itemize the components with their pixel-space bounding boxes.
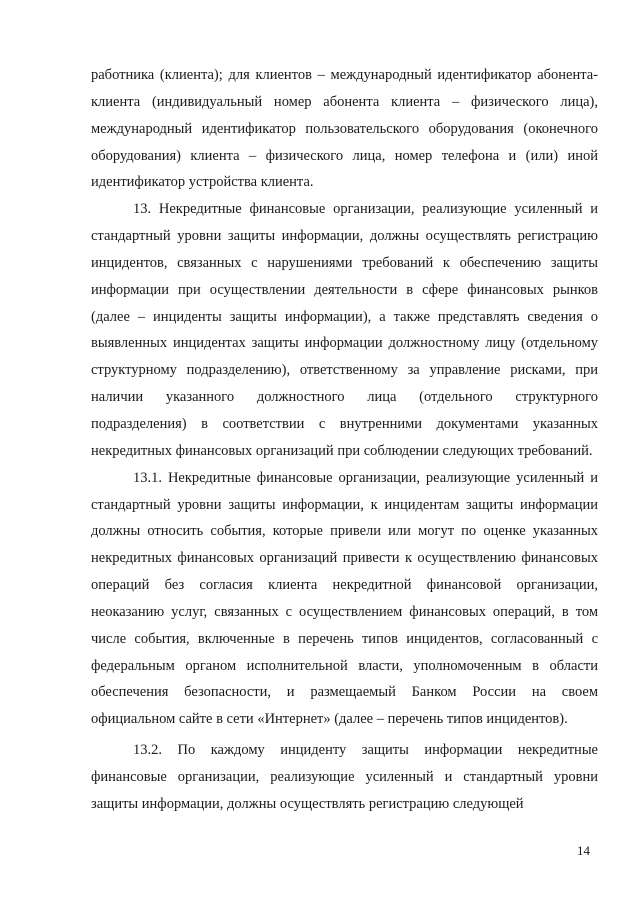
paragraph-continuation: работника (клиента); для клиентов – международный идентификатор абонента-клиента (индивидуальный номер абонента клиента – физического лица), международный идентификатор пользовательского оборудования (оконечного оборудования) клиента – физического лица, номер телефона и (или) иной идентификатор устройства клиента. — [91, 67, 598, 191]
paragraph-13: 13. Некредитные финансовые организации, реализующие усиленный и стандартный уровни защиты информации, должны осуществлять регистрацию инцидентов, связанных с нарушениями требований к обеспечению защиты информации при осуществлении деятельности в сфере финансовых рынков (далее – инциденты защиты информации), а также представлять сведения о выявленных инцидентах защиты информации должностному лицу (отдельному структурному подразделению), ответственному за управление рисками, при наличии указанного должностного лица (отдельного структурного подразделения) в соответствии с внутренними документами указанных некредитных финансовых организаций при соблюдении следующих требований. — [91, 201, 598, 459]
document-body — [91, 62, 598, 818]
page-number: 14 — [577, 843, 590, 858]
paragraph-13-2: 13.2. По каждому инциденту защиты информации некредитные финансовые организации, реализующие усиленный и стандартный уровни защиты информации, должны осуществлять регистрацию следующей — [91, 742, 598, 812]
paragraph-13-1: 13.1. Некредитные финансовые организации, реализующие усиленный и стандартный уровни защиты информации, к инцидентам защиты информации должны относить события, которые привели или могут по оценке указанных некредитных финансовых организаций привести к осуществлению финансовых операций без согласия клиента некредитной финансовой организации, неоказанию услуг, связанных с осуществлением финансовых операций, в том числе события, включенные в перечень типов инцидентов, согласованный с федеральным органом исполнительной власти, уполномоченным в области обеспечения безопасности, и размещаемый Банком России на своем официальном сайте в сети «Интернет» (далее – перечень типов инцидентов). — [91, 469, 598, 728]
